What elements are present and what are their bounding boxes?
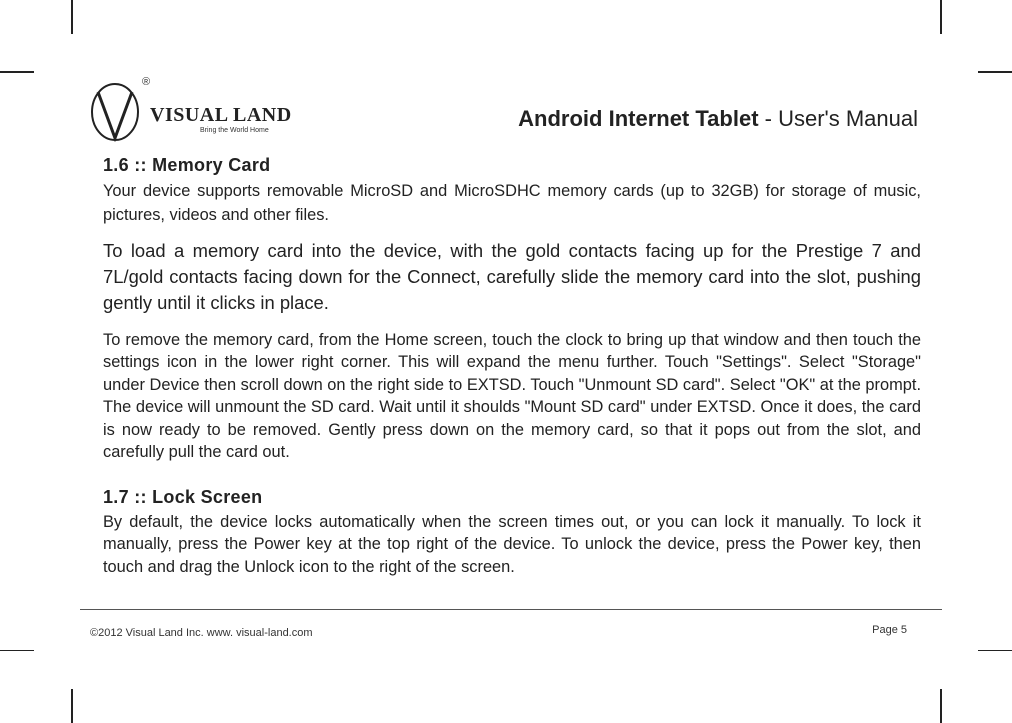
crop-mark — [71, 689, 73, 723]
crop-mark — [940, 0, 942, 34]
section-memory-card — [103, 155, 921, 463]
manual-title — [518, 106, 918, 132]
paragraph: To remove the memory card, from the Home screen, touch the clock to bring up that window and then touch the settings icon in the lower right corner. This will expand the menu further. Touch "Settings". Select "Storage" under Device then scroll down on the right side to EXTSD. Touch "Unmount SD card". Select "OK" at the prompt. The device will unmount the SD card. Wait until it shoulds "Mount SD card" under EXTSD. Once it does, the card is now ready to be removed. Gently press down on the memory card, so that it pops out from the slot, and carefully pull the card out. — [103, 331, 921, 462]
crop-mark — [71, 0, 73, 34]
crop-mark — [978, 71, 1012, 73]
v-emblem-icon — [88, 78, 150, 142]
section-heading: 1.7 :: Lock Screen — [103, 487, 263, 507]
paragraph: To load a memory card into the device, with the gold contacts facing up for the Prestige 7 and 7L/gold contacts facing down for the Connect, carefully slide the memory card into the slot, pushing gently until it clicks in place. — [103, 240, 921, 313]
brand-name: VISUAL LAND — [150, 104, 292, 126]
footer-divider — [80, 609, 942, 610]
crop-mark — [978, 650, 1012, 651]
manual-title-suffix: - User's Manual — [758, 106, 918, 131]
page-number: Page 5 — [872, 624, 907, 636]
crop-mark — [0, 71, 34, 73]
registered-mark: ® — [142, 76, 151, 88]
paragraph: Your device supports removable MicroSD and MicroSDHC memory cards (up to 32GB) for storage of music, pictures, videos and other files. — [103, 182, 921, 224]
manual-title-product: Android Internet Tablet — [518, 106, 759, 131]
brand-tagline: Bring the World Home — [200, 127, 269, 134]
footer-copyright: ©2012 Visual Land Inc. www. visual-land.com — [90, 627, 313, 639]
crop-mark — [940, 689, 942, 723]
section-lock-screen — [103, 487, 921, 578]
paragraph: By default, the device locks automatically when the screen times out, or you can lock it manually. To lock it manually, press the Power key at the top right of the device. To unlock the device, press the Power key, then touch and drag the Unlock icon to the right of the screen. — [103, 513, 921, 576]
visual-land-logo — [88, 78, 298, 142]
crop-mark — [0, 650, 34, 651]
section-heading: 1.6 :: Memory Card — [103, 155, 271, 175]
